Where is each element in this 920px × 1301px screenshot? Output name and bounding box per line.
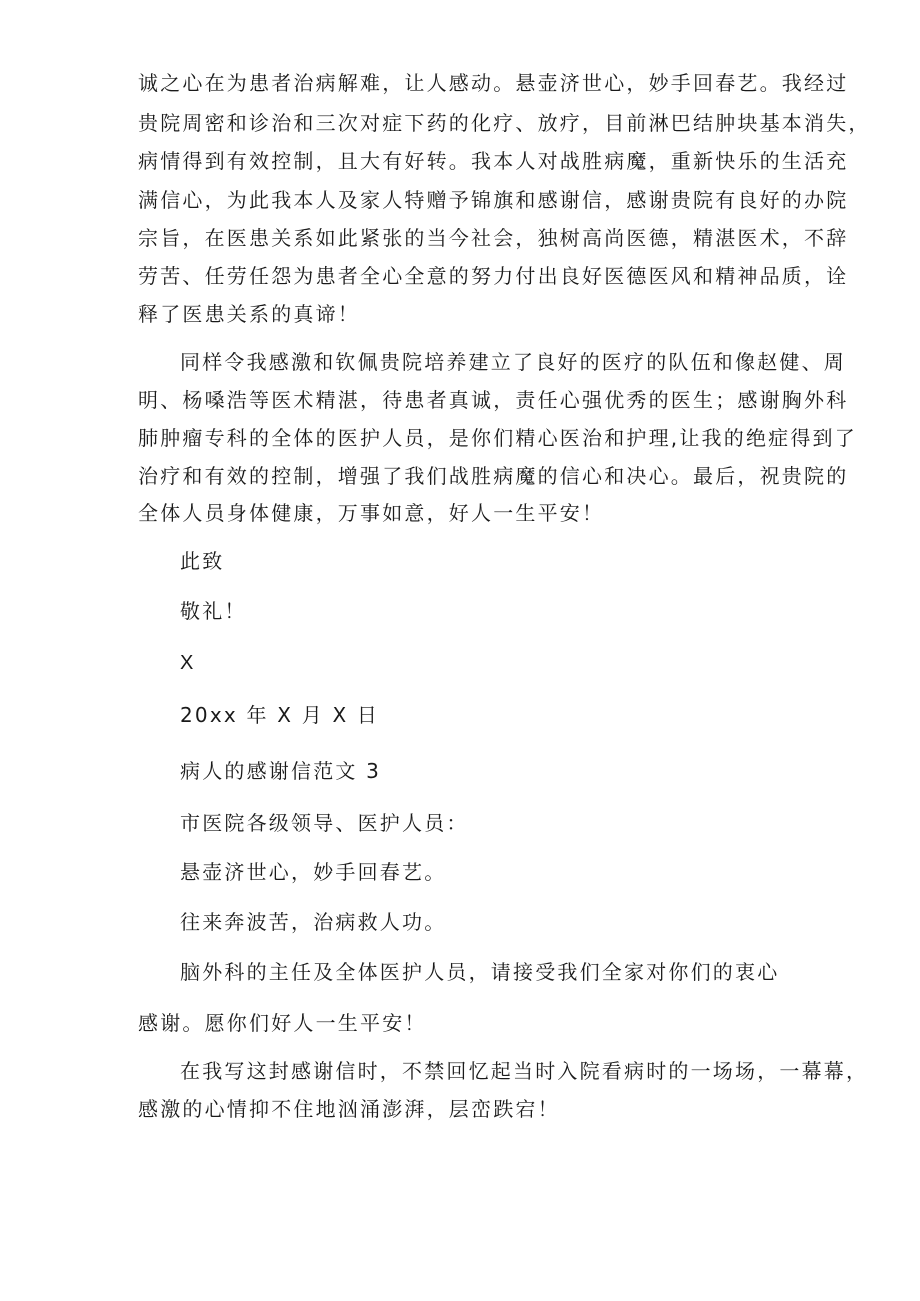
paragraph2-line-2: 明、杨嗓浩等医术精湛，待患者真诚，责任心强优秀的医生；感谢胸外科 xyxy=(138,388,849,412)
paragraph1-line-6: 劳苦、任劳任怨为患者全心全意的努力付出良好医德医风和精神品质，诠 xyxy=(138,264,849,288)
letter3-thanks-line-1: 脑外科的主任及全体医护人员，请接受我们全家对你们的衷心 xyxy=(180,960,780,984)
closing-salute: 此致 xyxy=(180,549,225,573)
paragraph2-line-1: 同样令我感激和钦佩贵院培养建立了良好的医疗的队伍和像赵健、周 xyxy=(180,350,846,374)
paragraph2-line-5: 全体人员身体健康，万事如意，好人一生平安！ xyxy=(138,501,605,525)
letter3-memory-line-1: 在我写这封感谢信时，不禁回忆起当时入院看病时的一场场，一幕幕， xyxy=(180,1059,869,1083)
letter3-memory-line-2: 感激的心情抑不住地汹涌澎湃，层峦跌宕！ xyxy=(138,1097,560,1121)
paragraph1-line-4: 满信心，为此我本人及家人特赠予锦旗和感谢信，感谢贵院有良好的办院 xyxy=(138,188,849,212)
letter3-verse-1: 悬壶济世心，妙手回春艺。 xyxy=(180,860,447,884)
paragraph1-line-1: 诚之心在为患者治病解难，让人感动。悬壶济世心，妙手回春艺。我经过 xyxy=(138,71,849,95)
closing-regards: 敬礼！ xyxy=(180,599,247,623)
letter3-recipient: 市医院各级领导、医护人员： xyxy=(180,811,469,835)
letter3-thanks-line-2: 感谢。愿你们好人一生平安！ xyxy=(138,1011,427,1035)
paragraph1-line-2: 贵院周密和诊治和三次对症下药的化疗、放疗，目前淋巴结肿块基本消失， xyxy=(138,111,871,135)
letter-date: 20xx 年 X 月 X 日 xyxy=(180,703,380,727)
paragraph1-line-3: 病情得到有效控制，且大有好转。我本人对战胜病魔，重新快乐的生活充 xyxy=(138,149,849,173)
paragraph2-line-3: 肺肿瘤专科的全体的医护人员，是你们精心医治和护理,让我的绝症得到了 xyxy=(138,426,857,450)
letter3-verse-2: 往来奔波苦，治病救人功。 xyxy=(180,910,447,934)
paragraph1-line-7: 释了医患关系的真谛！ xyxy=(138,302,360,326)
paragraph1-line-5: 宗旨，在医患关系如此紧张的当今社会，独树高尚医德，精湛医术，不辞 xyxy=(138,226,849,250)
signature: X xyxy=(180,652,196,674)
paragraph2-line-4: 治疗和有效的控制，增强了我们战胜病魔的信心和决心。最后，祝贵院的 xyxy=(138,464,849,488)
letter3-title: 病人的感谢信范文 3 xyxy=(180,759,382,783)
